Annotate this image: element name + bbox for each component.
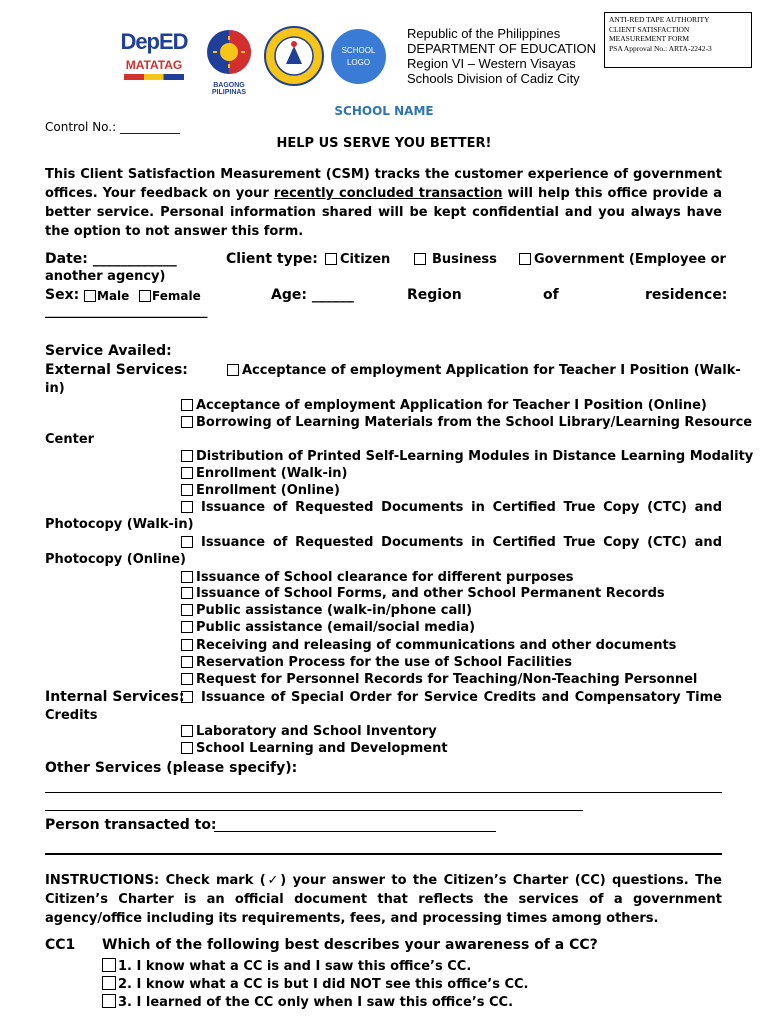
deped-logo [118,30,190,90]
checkbox[interactable] [519,253,531,265]
checkbox[interactable] [181,725,193,737]
checkbox[interactable] [139,290,151,302]
checkbox[interactable] [181,571,193,583]
checkbox[interactable] [227,364,239,376]
checkbox[interactable] [181,639,193,651]
service-label: Distribution of Printed Self-Learning Modules in Distance Learning Modality [196,449,754,464]
citizen-label: Citizen [340,252,391,267]
service-option-cont: Photocopy (Walk-in) [45,517,194,532]
cc1-option[interactable] [102,958,471,974]
cc1-code: CC1 [45,937,76,953]
service-option[interactable] [181,500,722,515]
arta-line: PSA Approval No.: ARTA-2242-3 [609,43,712,53]
sex-label: Sex: [45,287,80,303]
service-label: Laboratory and School Inventory [196,724,437,739]
checkbox[interactable] [102,994,116,1008]
person-transacted-label: Person transacted to: [45,817,217,833]
arta-line: ANTI-RED TAPE AUTHORITY [609,15,710,24]
cc1-question: Which of the following best describes your awareness of a CC? [102,937,598,953]
checkbox[interactable] [181,450,193,462]
business-label: Business [432,252,497,267]
client-type-government[interactable] [519,252,726,267]
bagong-pilipinas-icon [196,28,262,76]
service-label: Enrollment (Walk-in) [196,466,348,481]
age-field[interactable]: Age: ______ [271,287,354,303]
deped-tagline: MATATAG [125,58,183,72]
service-label: Borrowing of Learning Materials from the School Library/Learning Resource [196,415,753,430]
service-availed-label: Service Availed: [45,343,172,359]
service-label: Request for Personnel Records for Teaching/Non-Teaching Personnel [196,672,698,687]
residence-word: residence: [645,287,728,303]
checkbox[interactable] [181,587,193,599]
female-label: Female [152,289,201,303]
client-type-label: Client type: [226,251,318,267]
service-option-cont: Credits [45,708,98,723]
person-transacted-line[interactable] [214,831,496,832]
service-option[interactable] [181,415,752,430]
service-option[interactable] [181,483,340,498]
male-label: Male [97,289,130,303]
instructions-paragraph [45,871,722,928]
service-label: Issuance of School Forms, and other School Permanent Records [196,586,665,601]
checkbox[interactable] [181,742,193,754]
service-option[interactable] [181,398,707,413]
checkbox[interactable] [181,501,193,513]
checkbox[interactable] [181,691,193,703]
service-label: Issuance of School clearance for different purposes [196,570,574,585]
service-label: Reservation Process for the use of School Facilities [196,655,572,670]
service-label: Enrollment (Online) [196,483,340,498]
cc1-option[interactable] [102,976,528,992]
arta-line: MEASUREMENT FORM [609,34,690,43]
arta-line: CLIENT SATISFACTION [609,24,690,34]
external-services-label: External Services: [45,362,188,378]
internal-services-label: Internal Services: [45,689,185,705]
school-logo-line1: SCHOOL [341,46,376,55]
service-label: Public assistance (email/social media) [196,620,476,635]
service-label: Acceptance of employment Application for Teacher I Position (Walk- [242,363,741,378]
service-option[interactable] [181,724,437,739]
service-label: Receiving and releasing of communications and other documents [196,638,677,653]
deped-logo-text: DepED [120,29,188,54]
service-option[interactable] [181,570,574,585]
deped-seal-icon [264,26,324,86]
school-logo [331,29,386,84]
checkbox[interactable] [325,253,337,265]
checkbox[interactable] [181,399,193,411]
government-label: Government (Employee or [534,252,726,267]
other-services-label: Other Services (please specify): [45,760,298,776]
checkbox[interactable] [181,484,193,496]
bagong-pilipinas-logo [196,28,262,96]
region-line: Region VI – Western Visayas [407,56,576,71]
checkbox[interactable] [181,416,193,428]
cc1-option-label: 2. I know what a CC is but I did NOT see this office’s CC. [118,977,529,992]
intro-text-1: This Client Satisfaction Measurement (CSM) tracks the customer experience of government offices. Your feedback on your [45,167,722,201]
checkbox[interactable] [102,958,116,972]
government-cont: another agency) [45,269,166,284]
department-line: DEPARTMENT OF EDUCATION [407,41,596,56]
intro-underlined: recently concluded transaction [273,186,503,201]
checkbox[interactable] [181,536,193,548]
checkbox[interactable] [181,673,193,685]
service-label: Issuance of Requested Documents in Certified True Copy (CTC) and [201,535,722,550]
school-logo-line2: LOGO [346,58,371,67]
service-label: Public assistance (walk-in/phone call) [196,603,473,618]
sex-male[interactable] [84,289,129,303]
deped-tagline-bar [124,74,184,80]
service-option[interactable] [227,363,741,378]
service-option[interactable] [181,535,722,550]
client-type-citizen[interactable] [325,252,390,267]
checkbox[interactable] [414,253,426,265]
bagong-pilipinas-text: BAGONG PILIPINAS [211,82,247,96]
checkbox[interactable] [181,467,193,479]
service-option[interactable] [181,586,665,601]
other-services-line-1[interactable] [45,792,722,793]
service-option[interactable] [181,449,753,464]
page-title: HELP US SERVE YOU BETTER! [276,136,492,151]
checkbox[interactable] [84,290,96,302]
service-option-cont: Center [45,432,95,447]
instructions-text-a: Check mark ( [159,873,266,888]
service-label: Issuance of Requested Documents in Certified True Copy (CTC) and [201,500,722,515]
service-option-cont: Photocopy (Online) [45,552,186,567]
checkbox[interactable] [181,656,193,668]
checkbox[interactable] [181,621,193,633]
instructions-text-b: ) your answer to the Citizen’s Charter (CC) questions. The Citizen’s Charter is an official document that reflects the services of a government agency/office including its requirements, fees, and processing times among others. [45,873,723,926]
cc1-option-label: 3. I learned of the CC only when I saw this office’s CC. [118,995,514,1010]
checkbox[interactable] [102,976,116,990]
service-option[interactable] [181,741,448,756]
service-option[interactable] [181,690,722,705]
service-option[interactable] [181,466,348,481]
service-option[interactable] [181,620,475,635]
school-name: SCHOOL NAME [334,104,434,118]
residence-line[interactable]: _________________________ [45,304,208,319]
intro-paragraph [45,165,722,241]
check-mark-icon: ✓ [265,873,281,888]
instructions-label: INSTRUCTIONS: [45,873,160,888]
other-services-line-2[interactable] [45,810,583,811]
header-address [407,26,596,86]
cc1-option[interactable] [102,994,513,1010]
control-number: Control No.: __________ [45,120,180,134]
republic-line: Republic of the Philippines [407,26,561,41]
service-label: Acceptance of employment Application for Teacher I Position (Online) [196,398,707,413]
region-word: Region [407,287,462,303]
checkbox[interactable] [181,604,193,616]
client-type-business[interactable] [414,252,497,267]
service-label: School Learning and Development [196,741,448,756]
service-label: Issuance of Special Order for Service Credits and Compensatory Time [201,690,722,705]
date-field[interactable]: Date: ____________ [45,251,177,267]
sex-female[interactable] [139,289,201,303]
division-line: Schools Division of Cadiz City [407,71,580,86]
service-option[interactable] [181,672,697,687]
service-option[interactable] [181,638,676,653]
service-option-cont: in) [45,381,65,396]
arta-box [604,12,752,68]
section-divider [45,853,722,855]
deped-seal [264,26,324,86]
of-word: of [543,287,559,303]
cc1-option-label: 1. I know what a CC is and I saw this office’s CC. [118,959,472,974]
service-option[interactable] [181,655,572,670]
intro-text-2: will help this office provide a better service. Personal information shared will be kept confidential and you always have the option to not answer this form. [45,186,722,239]
service-option[interactable] [181,603,472,618]
